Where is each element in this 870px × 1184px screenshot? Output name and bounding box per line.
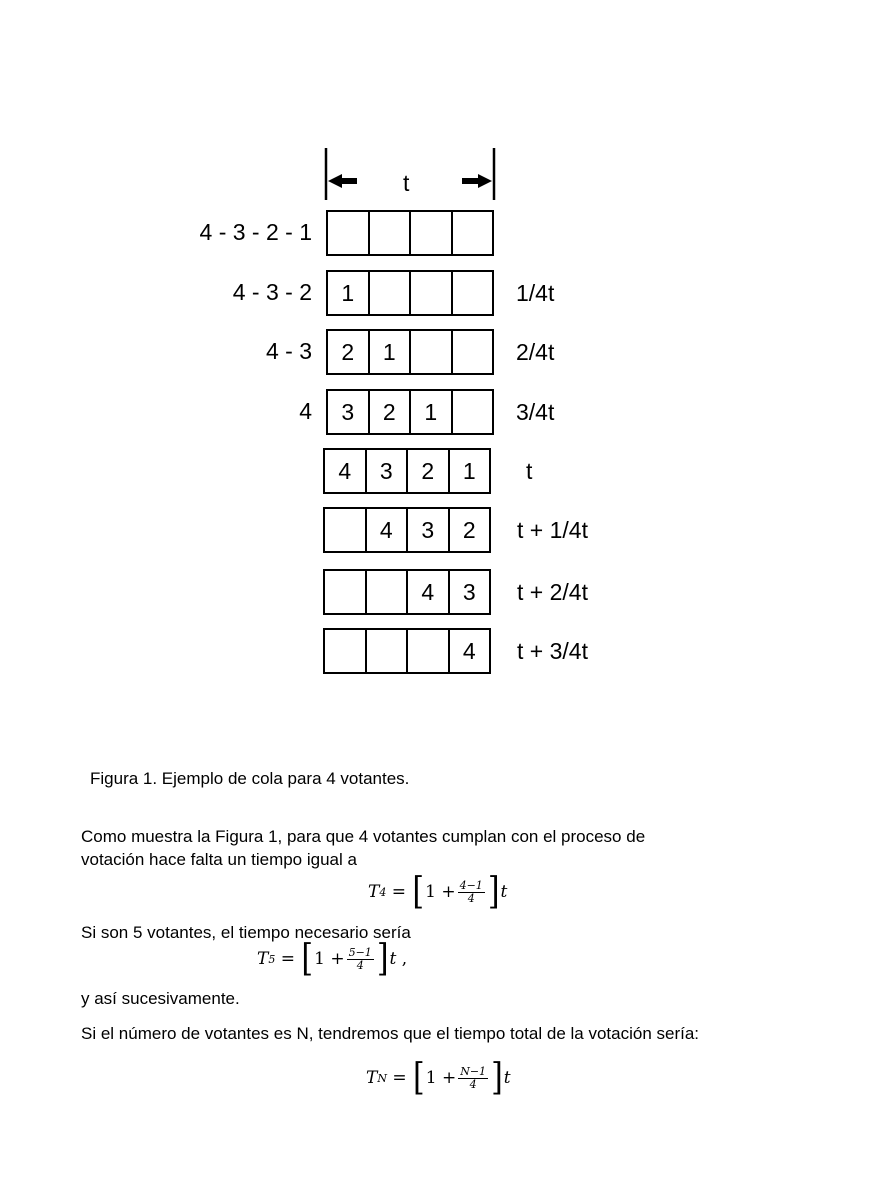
queue-cell: 1 [462,457,476,484]
queue-cell [325,509,367,551]
queue-label: 4 - 3 - 2 - 1 [199,219,312,245]
left-arrow-icon [328,174,357,188]
time-label: 3/4t [516,399,555,425]
time-label: t + 1/4t [517,517,588,543]
queue-label: 4 - 3 [265,338,312,364]
queue-row [326,270,494,316]
queue-row [323,507,491,553]
queue-cell: 3 [408,509,450,551]
queue-cell: 4 [367,509,409,551]
time-span-indicator [0,0,870,210]
queue-cell [408,630,450,672]
queue-cell: 3 [462,578,476,605]
paragraph-2: Si son 5 votantes, el tiempo necesario sería [81,923,411,942]
time-span-label: t [403,170,410,196]
time-label: t [526,458,533,484]
queue-cell: 3 [328,391,370,433]
time-label: t + 3/4t [517,638,588,664]
paragraph-1-line-1: Como muestra la Figura 1, para que 4 votantes cumplan con el proceso de [81,827,646,846]
queue-cell [453,331,493,373]
queue-row [326,210,494,256]
queue-cell [325,630,367,672]
figure-caption: Figura 1. Ejemplo de cola para 4 votantes. [90,769,410,788]
queue-cell: 4 [325,450,367,492]
queue-cell: 1 [370,331,412,373]
queue-cell: 2 [370,391,412,433]
queue-cell: 2 [328,331,370,373]
queue-row [323,448,491,494]
queue-cell [453,272,493,314]
time-label: 2/4t [516,339,555,365]
queue-cell: 1 [328,272,370,314]
queue-row [323,628,491,674]
queue-cell: 3 [367,450,409,492]
queue-cell: 4 [408,571,450,613]
queue-cell: 4 [462,637,476,664]
queue-cell [367,571,409,613]
queue-cell [370,212,412,254]
equation-t5: T 5 = [ 1 + $\frac{5-1}{4}$ ] t , [257,936,408,981]
queue-label: 4 [299,398,312,424]
paragraph-3: y así sucesivamente. [81,989,240,1008]
queue-cell [453,212,493,254]
queue-row [323,569,491,615]
queue-cell: 2 [462,516,476,543]
right-arrow-icon [462,174,492,188]
queue-row [326,329,494,375]
queue-cell [328,212,370,254]
queue-cell [453,391,493,433]
queue-cell [411,272,453,314]
queue-cell: 1 [411,391,453,433]
queue-cell [411,212,453,254]
queue-cell [370,272,412,314]
equation-tn: T N = [ 1 + $\frac{N-1}{4}$ ] t [366,1055,511,1100]
queue-label: 4 - 3 - 2 [232,279,312,305]
queue-row [326,389,494,435]
queue-cell [411,331,453,373]
time-label: t + 2/4t [517,579,588,605]
queue-cell [367,630,409,672]
time-label: 1/4t [516,280,555,306]
paragraph-4: Si el número de votantes es N, tendremos que el tiempo total de la votación sería: [81,1024,700,1043]
equation-t4: T 4 = [ 1 + $\frac{4-1}{4}$ ] t [368,869,508,914]
paragraph-1-line-2: votación hace falta un tiempo igual a [81,850,357,869]
queue-cell [325,571,367,613]
queue-cell: 2 [408,450,450,492]
